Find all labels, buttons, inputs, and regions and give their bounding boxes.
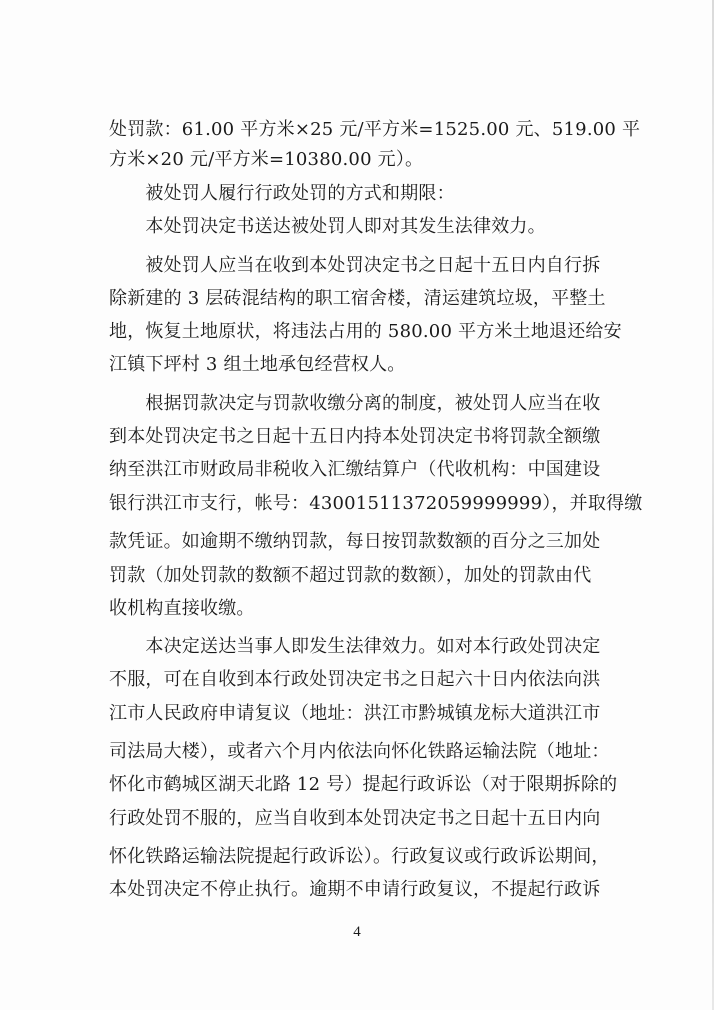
- text-line: 银行洪江市支行，帐号：43001511372059999999），并取得缴: [109, 493, 643, 514]
- page-number: 4: [353, 924, 361, 940]
- text-line: 江镇下坪村 3 组土地承包经营权人。: [109, 354, 406, 375]
- text-line: 地，恢复土地原状，将违法占用的 580.00 平方米土地退还给安: [109, 321, 622, 342]
- text-line: 行政处罚不服的，应当自收到本处罚决定书之日起十五日内向: [109, 808, 601, 829]
- text-line: 纳至洪江市财政局非税收入汇缴结算户（代收机构：中国建设: [109, 459, 601, 480]
- text-line: 除新建的 3 层砖混结构的职工宿舍楼，清运建筑垃圾，平整土: [109, 288, 606, 309]
- text-line: 收机构直接收缴。: [109, 598, 255, 619]
- text-line: 款凭证。如逾期不缴纳罚款，每日按罚款数额的百分之三加处: [109, 531, 601, 552]
- text-line: 罚款（加处罚款的数额不超过罚款的数额），加处的罚款由代: [109, 565, 592, 586]
- text-line: 怀化市鹤城区湖天北路 12 号）提起行政诉讼（对于限期拆除的: [109, 774, 618, 795]
- text-line: 根据罚款决定与罚款收缴分离的制度，被处罚人应当在收: [109, 393, 601, 414]
- text-line: 方米×20 元/平方米=10380.00 元）。: [109, 149, 424, 170]
- text-line: 本处罚决定书送达被处罚人即对其发生法律效力。: [109, 216, 546, 237]
- text-line: 本处罚决定不停止执行。逾期不申请行政复议，不提起行政诉: [109, 879, 601, 900]
- text-line: 被处罚人履行行政处罚的方式和期限：: [109, 183, 455, 204]
- text-line: 被处罚人应当在收到本处罚决定书之日起十五日内自行拆: [109, 255, 601, 276]
- text-line: 司法局大楼），或者六个月内依法向怀化铁路运输法院（地址：: [109, 741, 610, 762]
- text-line: 到本处罚决定书之日起十五日内持本处罚决定书将罚款全额缴: [109, 426, 601, 447]
- text-line: 处罚款：61.00 平方米×25 元/平方米=1525.00 元、519.00 平: [109, 119, 641, 140]
- text-line: 江市人民政府申请复议（地址：洪江市黔城镇龙标大道洪江市: [109, 703, 601, 724]
- text-line: 怀化铁路运输法院提起行政诉讼）。行政复议或行政诉讼期间，: [109, 846, 610, 867]
- text-line: 不服，可在自收到本行政处罚决定书之日起六十日内依法向洪: [109, 669, 601, 690]
- text-line: 本决定送达当事人即发生法律效力。如对本行政处罚决定: [109, 636, 601, 657]
